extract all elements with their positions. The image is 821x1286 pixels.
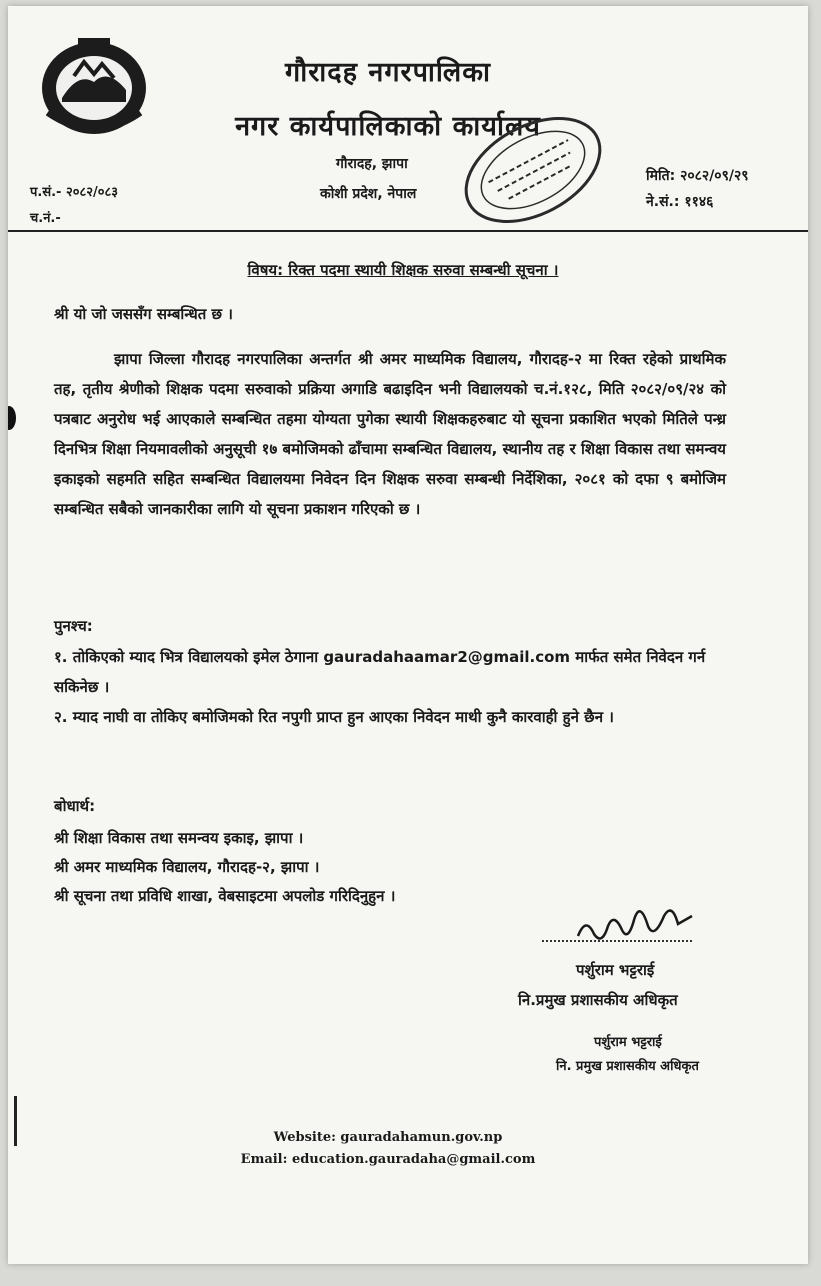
subject-text: विषय: रिक्त पदमा स्थायी शिक्षक सरुवा सम्बन्धी सूचना ।: [247, 261, 559, 279]
postscript-list: [54, 642, 734, 732]
stamp-signatory-name: पर्शुराम भट्टराई: [594, 1035, 662, 1050]
signatory-designation: नि.प्रमुख प्रशासकीय अधिकृत: [518, 991, 678, 1009]
address-province: कोशी प्रदेश, नेपाल: [320, 186, 417, 202]
scan-edge-mark: [14, 1096, 17, 1146]
salutation: श्री यो जो जससँग सम्बन्धित छ ।: [54, 305, 233, 323]
cc-title: बोधार्थ:: [54, 797, 96, 815]
stamp-signatory-designation: नि. प्रमुख प्रशासकीय अधिकृत: [556, 1059, 699, 1074]
cc-item: श्री अमर माध्यमिक विद्यालय, गौरादह-२, झापा ।: [54, 858, 320, 876]
reference-number: प.सं.- २०८२/०८३: [30, 185, 119, 200]
letter-page: [8, 6, 808, 1264]
cc-list: [54, 824, 395, 911]
footer-email: Email: education.gauradaha@gmail.com: [240, 1152, 536, 1167]
handwritten-signature-icon: [568, 886, 698, 956]
cc-item: श्री शिक्षा विकास तथा समन्वय इकाइ, झापा ।: [54, 829, 304, 847]
postscript-item: १. तोकिएको म्याद भित्र विद्यालयको इमेल ठेगाना gauradahaamar2@gmail.com मार्फत समेत निवेदन गर्न सकिनेछ ।: [54, 648, 706, 696]
address-city: गौरादह, झापा: [336, 156, 408, 172]
office-name: नगर कार्यपालिकाको कार्यालय: [235, 111, 541, 142]
postscript-title: पुनश्च:: [54, 617, 93, 635]
punch-hole: [8, 406, 16, 430]
cc-item: श्री सूचना तथा प्रविधि शाखा, वेबसाइटमा अपलोड गरिदिनुहुन ।: [54, 887, 396, 905]
footer-website: Website: gauradahamun.gov.np: [273, 1130, 503, 1145]
header-divider: [8, 230, 808, 232]
municipality-name: गौरादह नगरपालिका: [285, 57, 491, 88]
notice-body: झापा जिल्ला गौरादह नगरपालिका अन्तर्गत श्री अमर माध्यमिक विद्यालय, गौरादह-२ मा रिक्त रहेको प्राथमिक तह, तृतीय श्रेणीको शिक्षक पदमा सरुवाको प्रक्रिया अगाडि बढाइदिन भनी विद्यालयको च.नं.१२८, मिति २०८२/०९/२४ को पत्रबाट अनुरोध भई आएकाले सम्बन्धित तहमा योग्यता पुगेका स्थायी शिक्षकहरुबाट यो सूचना प्रकाशित भएको मितिले पन्ध्र दिनभित्र शिक्षा नियमावलीको अनुसूची १७ बमोजिमको ढाँचामा सम्बन्धित विद्यालय, स्थानीय तह र शिक्षा विकास तथा समन्वय इकाइको सहमति सहित सम्बन्धित विद्यालयमा निवेदन दिन शिक्षक सरुवा सम्बन्धी निर्देशिका, २०८१ को दफा ९ बमोजिम सम्बन्धित सबैको जानकारीका लागि यो सूचना प्रकाशन गरिएको छ ।: [54, 350, 726, 518]
dispatch-number: च.नं.-: [30, 211, 61, 226]
letter-date: मिति: २०८२/०९/२९: [646, 168, 749, 184]
signatory-name: पर्शुराम भट्टराई: [576, 961, 655, 979]
nepal-sambat-date: ने.सं.: ११४६: [646, 194, 714, 210]
postscript-item: २. म्याद नाघी वा तोकिए बमोजिमको रित नपुगी प्राप्त हुन आएका निवेदन माथी कुनै कारवाही हुने छैन ।: [54, 708, 614, 726]
office-stamp-icon: [448, 110, 618, 230]
signature-line: [542, 940, 692, 942]
letter-subject: [8, 260, 798, 280]
